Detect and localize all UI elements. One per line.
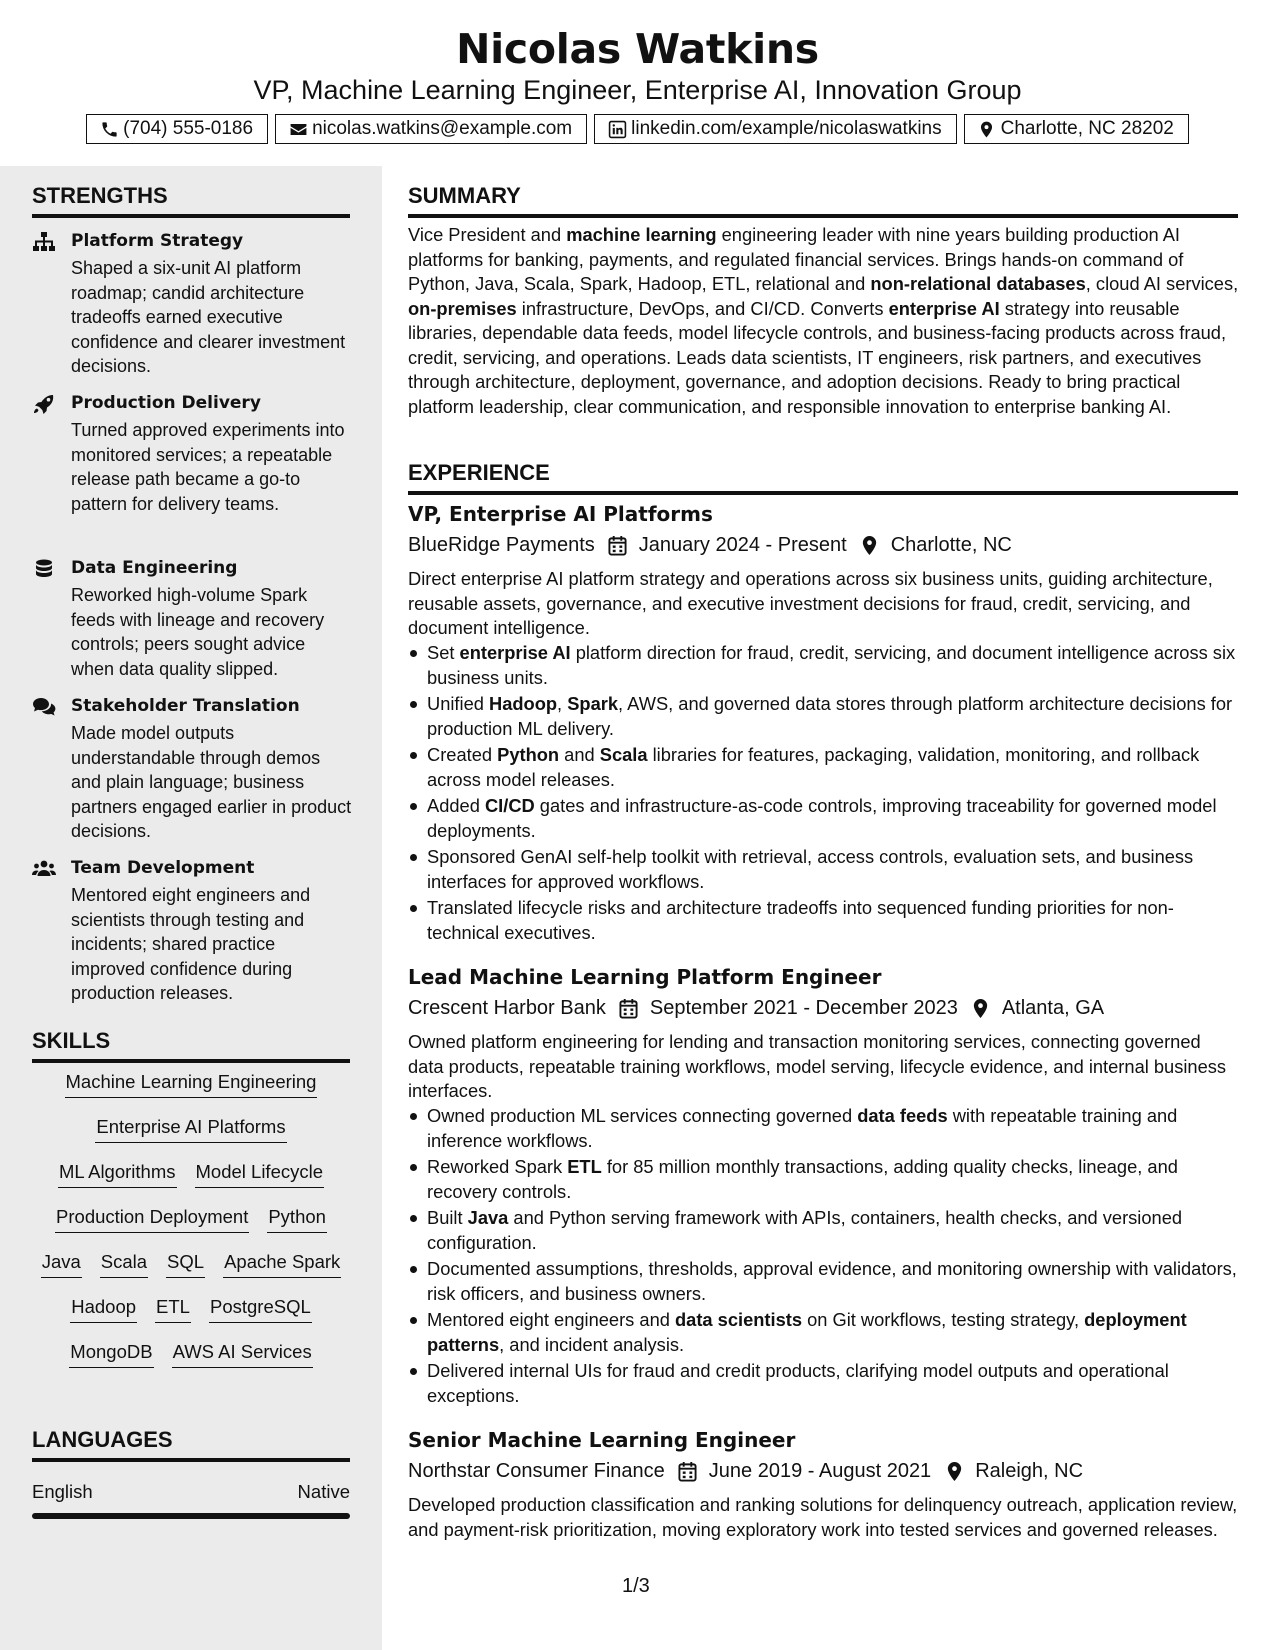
sitemap-icon <box>32 232 56 252</box>
contact-email-text: nicolas.watkins@example.com <box>312 118 573 139</box>
map-pin-icon <box>943 1460 965 1482</box>
skill-tag: AWS AI Services <box>172 1340 313 1368</box>
job-bullet: Mentored eight engineers and data scientists on Git workflows, testing strategy, deployment patterns, and incident analysis. <box>408 1308 1238 1357</box>
job-location: Raleigh, NC <box>975 1460 1084 1482</box>
skill-tag: Python <box>267 1205 327 1233</box>
job-company: Northstar Consumer Finance <box>408 1460 665 1482</box>
skill-tag: Production Deployment <box>55 1205 249 1233</box>
strength-desc: Shaped a six-unit AI platform roadmap; candid architecture tradeoffs earned executive confidence and clearer investment decisions. <box>71 258 346 376</box>
skill-tag: ML Algorithms <box>58 1160 177 1188</box>
skill-row <box>32 1295 350 1340</box>
map-pin-icon <box>970 997 992 1019</box>
candidate-name: Nicolas Watkins <box>456 25 819 73</box>
job-dates: January 2024 - Present <box>638 534 847 556</box>
experience-heading: EXPERIENCE <box>408 460 550 485</box>
job-bullet: Unified Hadoop, Spark, AWS, and governed data stores through platform architecture decisions for production ML delivery. <box>408 692 1238 741</box>
job-bullet: Documented assumptions, thresholds, approval evidence, and monitoring ownership with validators, risk officers, and business owners. <box>408 1257 1238 1306</box>
languages-rule <box>32 1458 350 1462</box>
envelope-icon <box>288 119 308 139</box>
strengths-rule <box>32 214 350 218</box>
languages-heading-block <box>32 1426 350 1454</box>
strength-title: Stakeholder Translation <box>71 696 300 716</box>
job-bullet: Translated lifecycle risks and architecture tradeoffs into sequenced funding priorities for non-technical executives. <box>408 896 1238 945</box>
job-bullets <box>408 641 1238 947</box>
database-icon <box>32 559 56 579</box>
skill-tag: MongoDB <box>69 1340 153 1368</box>
contact-phone[interactable] <box>86 114 268 144</box>
strength-title: Data Engineering <box>71 558 238 578</box>
contact-bar <box>0 114 1275 144</box>
page-number: 1/3 <box>622 1575 650 1597</box>
candidate-headline: VP, Machine Learning Engineer, Enterprise AI, Innovation Group <box>253 75 1022 105</box>
contact-location <box>964 114 1189 144</box>
calendar-icon <box>607 534 629 556</box>
job-bullet: Created Python and Scala libraries for features, packaging, validation, monitoring, and rollback across model releases. <box>408 743 1238 792</box>
job-location: Charlotte, NC <box>890 534 1012 556</box>
skill-tag: Apache Spark <box>223 1250 341 1278</box>
skill-tag: SQL <box>166 1250 205 1278</box>
job-description: Direct enterprise AI platform strategy and operations across six business units, guiding architecture, reusable assets, governance, and executive investment decisions for fraud, credit, servicing, and document intelligence. <box>408 568 1213 638</box>
job-company: Crescent Harbor Bank <box>408 997 606 1019</box>
job-bullet: Added CI/CD gates and infrastructure-as-code controls, improving traceability for governed model deployments. <box>408 794 1238 843</box>
strength-desc: Reworked high-volume Spark feeds with lineage and recovery controls; peers sought advice when data quality slipped. <box>71 585 325 679</box>
summary-text: Vice President and machine learning engineering leader with nine years building production AI platforms for banking, payments, and regulated financial services. Brings hands-on command of Python, Java, Scala, Spark, Hadoop, ETL, relational and non-relational databases, cloud AI services, on-premises infrastructure, DevOps, and CI/CD. Converts enterprise AI strategy into reusable libraries, dependable data feeds, model lifecycle controls, and business-facing products across fraud, credit, servicing, and operations. Leads data scientists, IT engineers, risk partners, and executives through architecture, deployment, governance, and adoption decisions. Ready to bring practical platform leadership, clear communication, and responsible innovation to enterprise banking AI. <box>408 224 1239 417</box>
language-name: English <box>32 1481 93 1502</box>
job-title: Lead Machine Learning Platform Engineer <box>408 965 882 989</box>
skill-row <box>32 1160 350 1205</box>
skills-list <box>32 1070 350 1385</box>
contact-phone-text: (704) 555-0186 <box>123 118 254 139</box>
job-meta <box>408 1457 1083 1485</box>
skill-tag: Enterprise AI Platforms <box>95 1115 286 1143</box>
linkedin-icon <box>607 119 627 139</box>
users-icon <box>32 859 56 879</box>
skills-heading-block <box>32 1027 350 1055</box>
skill-tag: ETL <box>155 1295 191 1323</box>
job-title: VP, Enterprise AI Platforms <box>408 502 713 526</box>
job-bullet: Built Java and Python serving framework with APIs, containers, health checks, and versioned configuration. <box>408 1206 1238 1255</box>
strength-title: Platform Strategy <box>71 231 244 251</box>
calendar-icon <box>618 997 640 1019</box>
job-bullet: Delivered internal UIs for fraud and credit products, clarifying model outputs and operational exceptions. <box>408 1359 1238 1408</box>
job-dates: September 2021 - December 2023 <box>649 997 958 1019</box>
job-bullet: Sponsored GenAI self-help toolkit with retrieval, access controls, evaluation sets, and business interfaces for approved workflows. <box>408 845 1238 894</box>
skill-row <box>32 1070 350 1115</box>
job-bullet: Set enterprise AI platform direction for fraud, credit, servicing, and document intelligence across six business units. <box>408 641 1238 690</box>
comments-icon <box>32 697 56 717</box>
strength-title: Team Development <box>71 858 255 878</box>
experience-rule <box>408 491 1238 495</box>
job-title: Senior Machine Learning Engineer <box>408 1428 796 1452</box>
languages-heading: LANGUAGES <box>32 1427 173 1452</box>
language-row <box>32 1480 350 1504</box>
job-location: Atlanta, GA <box>1001 997 1105 1019</box>
job-bullet: Owned production ML services connecting governed data feeds with repeatable training and inference workflows. <box>408 1104 1238 1153</box>
language-proficiency-bar <box>32 1513 350 1519</box>
skill-row <box>32 1250 350 1295</box>
strength-desc: Made model outputs understandable through demos and plain language; business partners engaged earlier in product decisions. <box>71 723 352 841</box>
job-meta <box>408 531 1012 559</box>
skill-row <box>32 1340 350 1385</box>
strength-desc: Turned approved experiments into monitored services; a repeatable release path became a go-to pattern for delivery teams. <box>71 420 345 514</box>
job-description: Owned platform engineering for lending and transaction monitoring services, connecting governed data products, repeatable training workflows, model serving, lifecycle evidence, and internal business interfaces. <box>408 1031 1227 1101</box>
job-dates: June 2019 - August 2021 <box>708 1460 932 1482</box>
language-level: Native <box>297 1481 350 1502</box>
summary-heading: SUMMARY <box>408 183 521 208</box>
map-pin-icon <box>859 534 881 556</box>
phone-icon <box>99 119 119 139</box>
skill-tag: Java <box>41 1250 82 1278</box>
job-bullet: Reworked Spark ETL for 85 million monthly transactions, adding quality checks, lineage, and recovery controls. <box>408 1155 1238 1204</box>
skill-tag: Scala <box>100 1250 148 1278</box>
skill-row <box>32 1115 350 1160</box>
skills-rule <box>32 1059 350 1063</box>
map-pin-icon <box>977 119 997 139</box>
skill-row <box>32 1205 350 1250</box>
skill-tag: Model Lifecycle <box>195 1160 325 1188</box>
contact-linkedin-text: linkedin.com/example/nicolaswatkins <box>631 118 942 139</box>
resume-header <box>0 0 1275 166</box>
contact-linkedin[interactable] <box>594 114 956 144</box>
job-bullets <box>408 1104 1238 1410</box>
skill-tag: Machine Learning Engineering <box>65 1070 318 1098</box>
contact-email[interactable] <box>275 114 587 144</box>
skills-heading: SKILLS <box>32 1028 111 1053</box>
job-description: Developed production classification and ranking solutions for delinquency outreach, application review, and payment-risk prioritization, moving exploratory work into tested services and governed releases. <box>408 1494 1238 1540</box>
strength-title: Production Delivery <box>71 393 261 413</box>
calendar-icon <box>677 1460 699 1482</box>
strength-desc: Mentored eight engineers and scientists through testing and incidents; shared practice improved confidence during production releases. <box>71 885 311 1003</box>
rocket-icon <box>32 394 56 414</box>
summary-rule <box>408 214 1238 218</box>
skill-tag: PostgreSQL <box>209 1295 312 1323</box>
job-meta <box>408 994 1104 1022</box>
strengths-heading: STRENGTHS <box>32 183 168 208</box>
contact-location-text: Charlotte, NC 28202 <box>1000 118 1174 139</box>
job-company: BlueRidge Payments <box>408 534 595 556</box>
skill-tag: Hadoop <box>70 1295 137 1323</box>
strengths-heading-block <box>32 182 350 210</box>
